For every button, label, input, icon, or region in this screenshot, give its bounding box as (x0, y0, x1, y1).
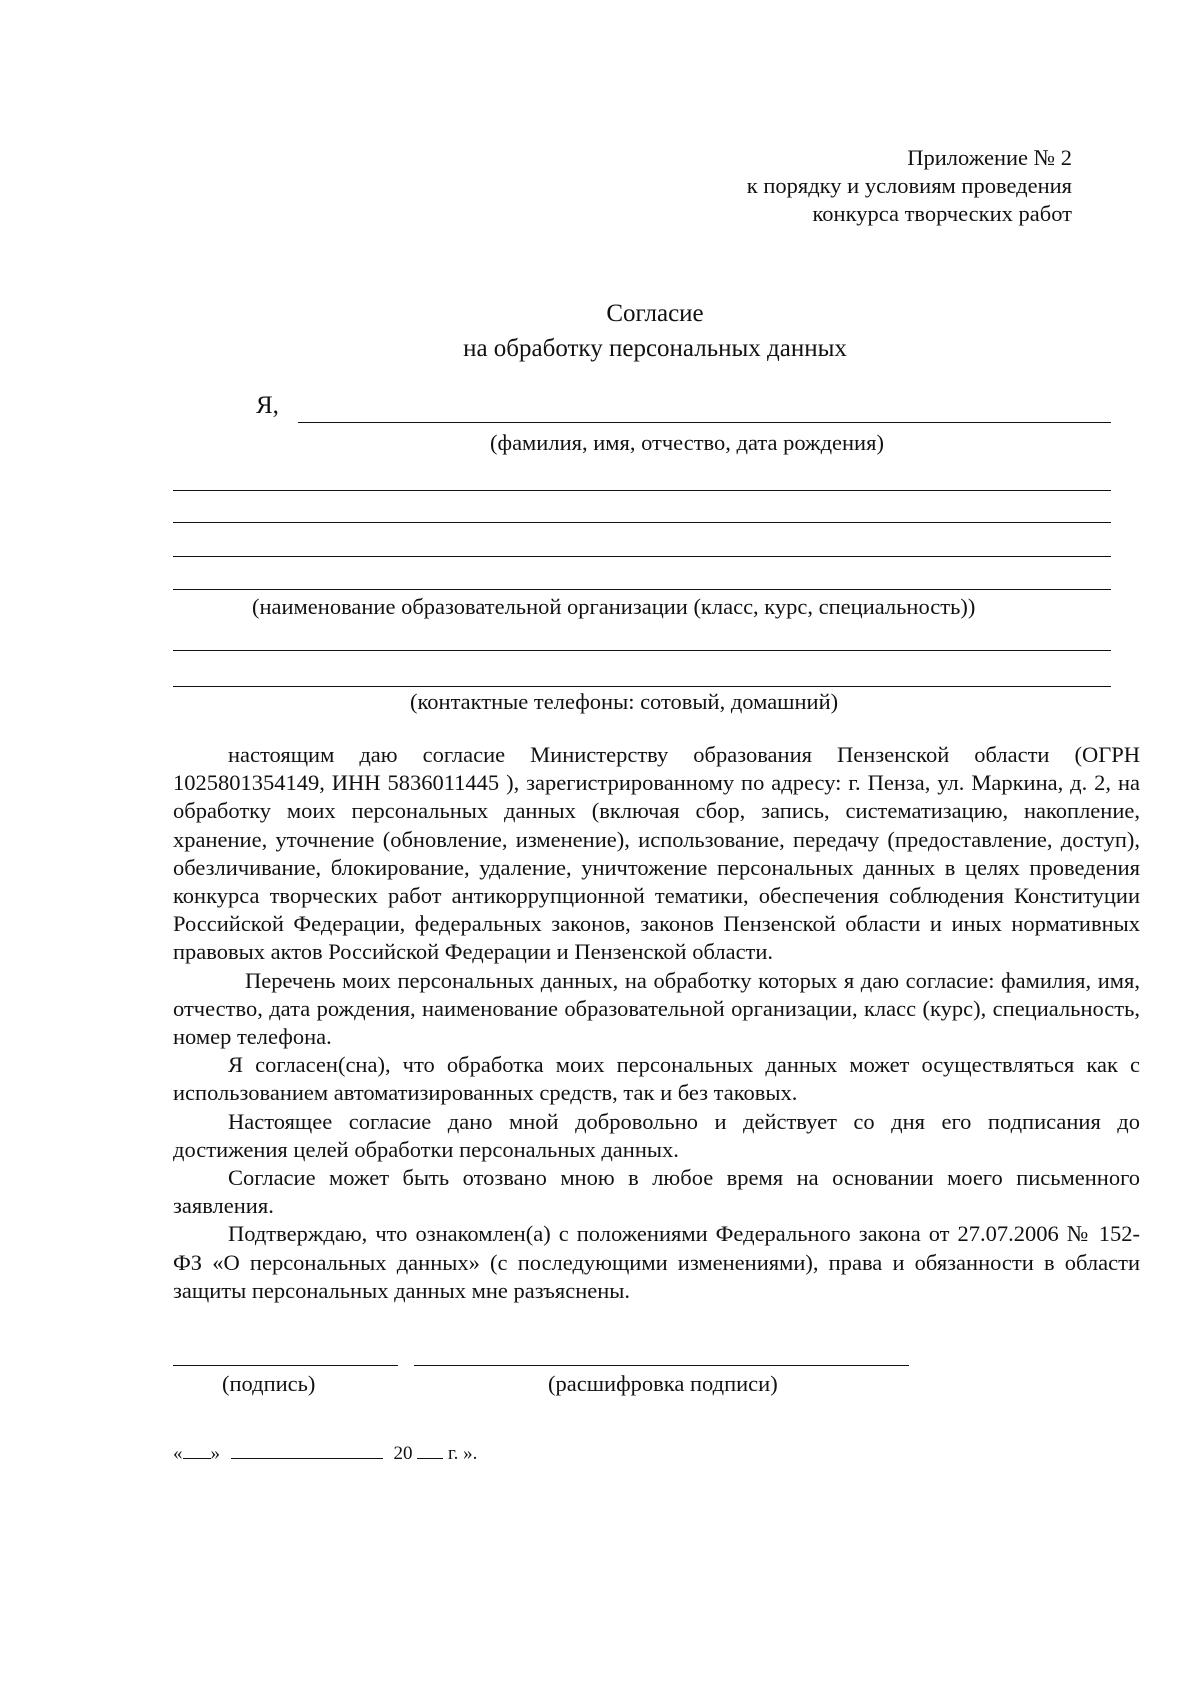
signature-line[interactable] (173, 1365, 398, 1366)
date-open-quote: « (173, 1443, 183, 1464)
org-field-line-2[interactable] (173, 522, 1111, 523)
date-year-prefix: 20 (393, 1443, 413, 1464)
org-field-caption: (наименование образовательной организации (класс, курс, специальность)) (252, 594, 976, 619)
org-field-line-4[interactable] (173, 589, 1111, 590)
signature-decode-caption: (расшифровка подписи) (548, 1371, 778, 1396)
consent-paragraph-3: Я согласен(сна), что обработка моих персональных данных может осуществляться как с использованием автоматизированных средств, так и без таковых. (173, 1052, 1140, 1106)
date-year-suffix: г. ». (448, 1443, 478, 1464)
appendix-reference-cont: конкурса творческих работ (812, 201, 1072, 226)
document-title: Согласие (606, 300, 704, 327)
org-field-line-1[interactable] (173, 490, 1111, 491)
consent-paragraph-1: настоящим даю согласие Министерству образования Пензенской области (ОГРН 1025801354149, ИНН 5836011445 ), зарегистрированному по адресу: г. Пенза, ул. Маркина, д. 2, на обработку моих персональных данных (включая сбор, запись, систематизацию, накопление, хранение, уточнение (обновление, изменение), использование, передачу (предоставление, доступ), обезличивание, блокирование, удаление, уничтожение персональных данных в целях проведения конкурса творческих работ антикоррупционной тематики, обеспечения соблюдения Конституции Российской Федерации, федеральных законов, законов Пензенской области и иных нормативных правовых актов Российской Федерации и Пензенской области. (173, 742, 1140, 965)
consent-paragraph-5: Согласие может быть отозвано мною в любое время на основании моего письменного заявления. (173, 1165, 1140, 1219)
org-field-line-3[interactable] (173, 556, 1111, 557)
consent-paragraph-6: Подтверждаю, что ознакомлен(а) с положениями Федерального закона от 27.07.2006 № 152-ФЗ «О персональных данных» (с последующими изменениями), права и обязанности в области защиты персональных данных мне разъяснены. (173, 1221, 1140, 1303)
date-field (173, 1440, 477, 1468)
phone-field-line-1[interactable] (173, 650, 1111, 651)
appendix-header (747, 144, 1072, 228)
consent-paragraph-4: Настоящее согласие дано мной добровольно и действует со дня его подписания до достижения целей обработки персональных данных. (173, 1108, 1140, 1162)
date-day-blank[interactable] (183, 1440, 211, 1459)
signature-caption: (подпись) (222, 1371, 316, 1396)
document-subtitle: на обработку персональных данных (463, 335, 847, 362)
appendix-number: Приложение № 2 (907, 145, 1072, 170)
phone-field-caption: (контактные телефоны: сотовый, домашний) (410, 689, 839, 714)
consent-paragraph-2: Перечень моих персональных данных, на обработку которых я даю согласие: фамилия, имя, отчество, дата рождения, наименование образовательной организации, класс (курс), специальность, номер телефона. (173, 967, 1140, 1050)
phone-field-line-2[interactable] (173, 686, 1111, 687)
appendix-reference: к порядку и условиям проведения (746, 173, 1072, 198)
name-field-caption: (фамилия, имя, отчество, дата рождения) (490, 430, 884, 455)
date-close-quote: » (210, 1443, 220, 1464)
ya-label: Я, (256, 392, 279, 419)
date-year-blank[interactable] (417, 1440, 443, 1459)
consent-body (173, 741, 1140, 1305)
signature-decode-line[interactable] (414, 1365, 909, 1366)
name-field-line[interactable] (298, 422, 1111, 423)
date-month-blank[interactable] (231, 1440, 383, 1459)
